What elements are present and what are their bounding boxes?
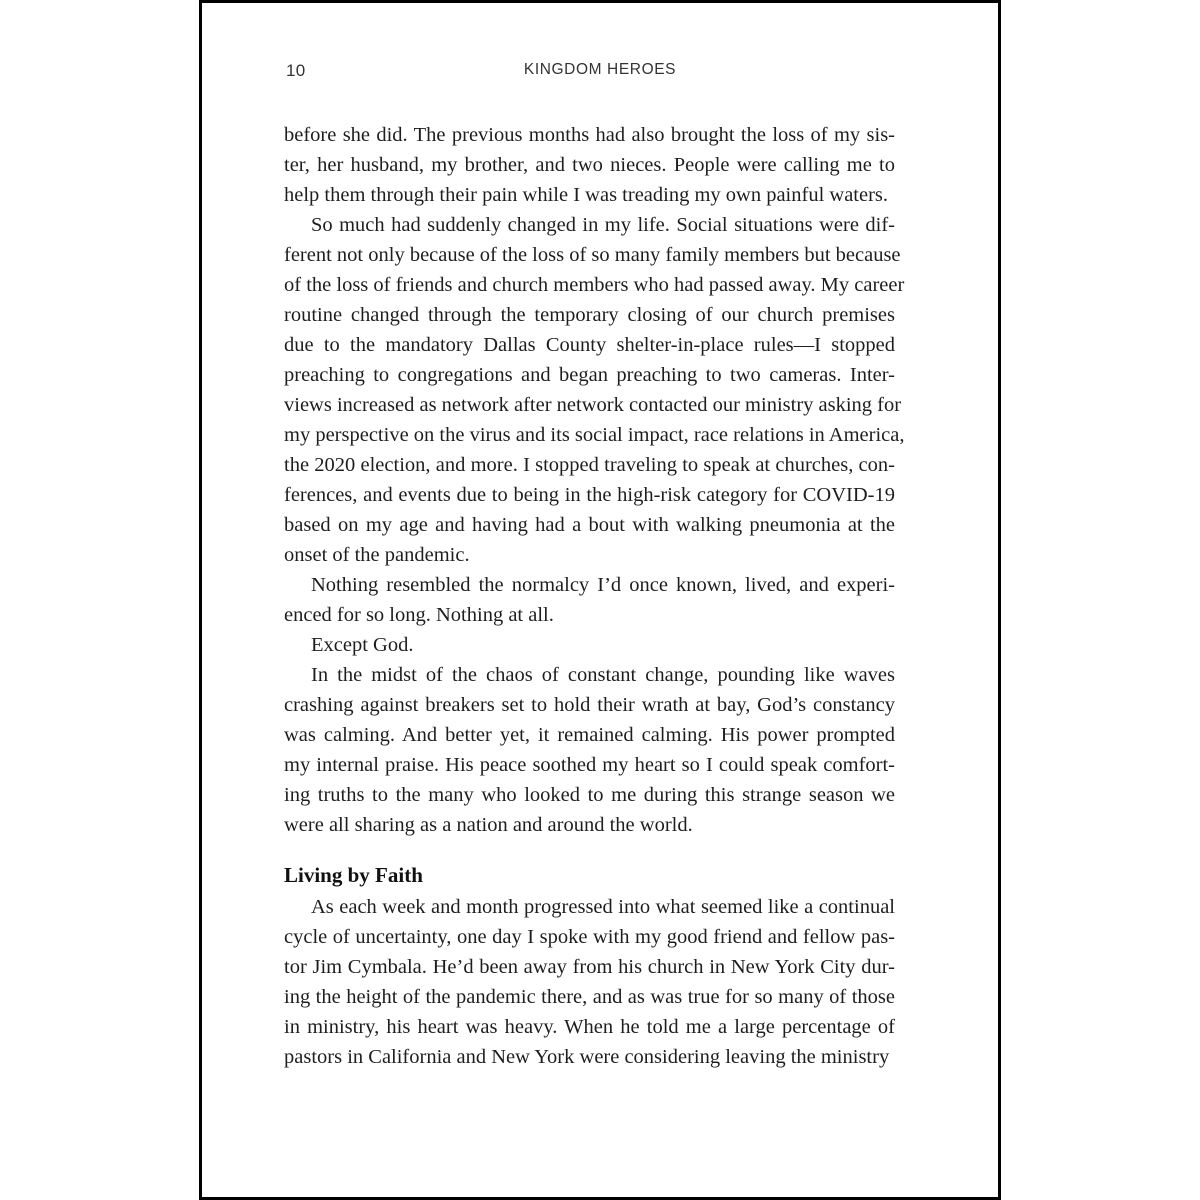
text-line: in ministry, his heart was heavy. When he told me a large percentage of xyxy=(284,1016,895,1038)
text-line: Nothing resembled the normalcy I’d once known, lived, and experi- xyxy=(311,574,895,596)
text-line: views increased as network after network contacted our ministry asking for xyxy=(284,394,902,416)
paragraph xyxy=(284,570,895,630)
text-line: enced for so long. Nothing at all. xyxy=(284,604,554,626)
text-line: cycle of uncertainty, one day I spoke with my good friend and fellow pas- xyxy=(284,926,895,948)
text-line: pastors in California and New York were considering leaving the ministry xyxy=(284,1046,890,1068)
text-line: the 2020 election, and more. I stopped traveling to speak at churches, con- xyxy=(284,454,895,476)
text-line: was calming. And better yet, it remained calming. His power prompted xyxy=(284,724,895,746)
text-line: So much had suddenly changed in my life. Social situations were dif- xyxy=(311,214,895,236)
paragraph xyxy=(284,660,895,840)
paragraph xyxy=(284,892,895,1072)
text-line: As each week and month progressed into what seemed like a continual xyxy=(311,896,895,918)
text-line: onset of the pandemic. xyxy=(284,544,470,566)
body-text xyxy=(284,120,905,1072)
text-line: In the midst of the chaos of constant change, pounding like waves xyxy=(311,664,895,686)
text-line: ferent not only because of the loss of so many family members but because xyxy=(284,244,901,266)
main-paragraphs xyxy=(284,120,905,840)
text-line: ing truths to the many who looked to me during this strange season we xyxy=(284,784,895,806)
section-paragraphs xyxy=(284,892,895,1072)
text-line: were all sharing as a nation and around the world. xyxy=(284,814,693,836)
section-heading: Living by Faith xyxy=(284,863,423,887)
paragraph xyxy=(284,120,895,210)
text-line: routine changed through the temporary closing of our church premises xyxy=(284,304,895,326)
text-line: help them through their pain while I was treading my own painful waters. xyxy=(284,184,889,206)
book-page xyxy=(199,0,1001,1200)
text-line: ferences, and events due to being in the high-risk category for COVID-19 xyxy=(284,484,895,506)
text-line: my perspective on the virus and its social impact, race relations in America, xyxy=(284,424,905,446)
paragraph xyxy=(284,210,905,570)
text-line: crashing against breakers set to hold their wrath at bay, God’s constancy xyxy=(284,694,895,716)
book-title: KINGDOM HEROES xyxy=(523,61,677,78)
text-line: of the loss of friends and church members who had passed away. My career xyxy=(284,274,905,296)
text-line: before she did. The previous months had also brought the loss of my sis- xyxy=(284,124,895,146)
text-line: preaching to congregations and began preaching to two cameras. Inter- xyxy=(284,364,895,386)
text-line: Except God. xyxy=(311,634,414,656)
text-line: due to the mandatory Dallas County shelter-in-place rules—I stopped xyxy=(284,334,895,356)
text-line: my internal praise. His peace soothed my heart so I could speak comfort- xyxy=(284,754,895,776)
text-line: ing the height of the pandemic there, and as was true for so many of those xyxy=(284,986,895,1008)
paragraph xyxy=(284,630,895,660)
page-number: 10 xyxy=(286,61,306,80)
text-line: based on my age and having had a bout with walking pneumonia at the xyxy=(284,514,895,536)
text-line: tor Jim Cymbala. He’d been away from his church in New York City dur- xyxy=(284,956,895,978)
text-line: ter, her husband, my brother, and two nieces. People were calling me to xyxy=(284,154,895,176)
